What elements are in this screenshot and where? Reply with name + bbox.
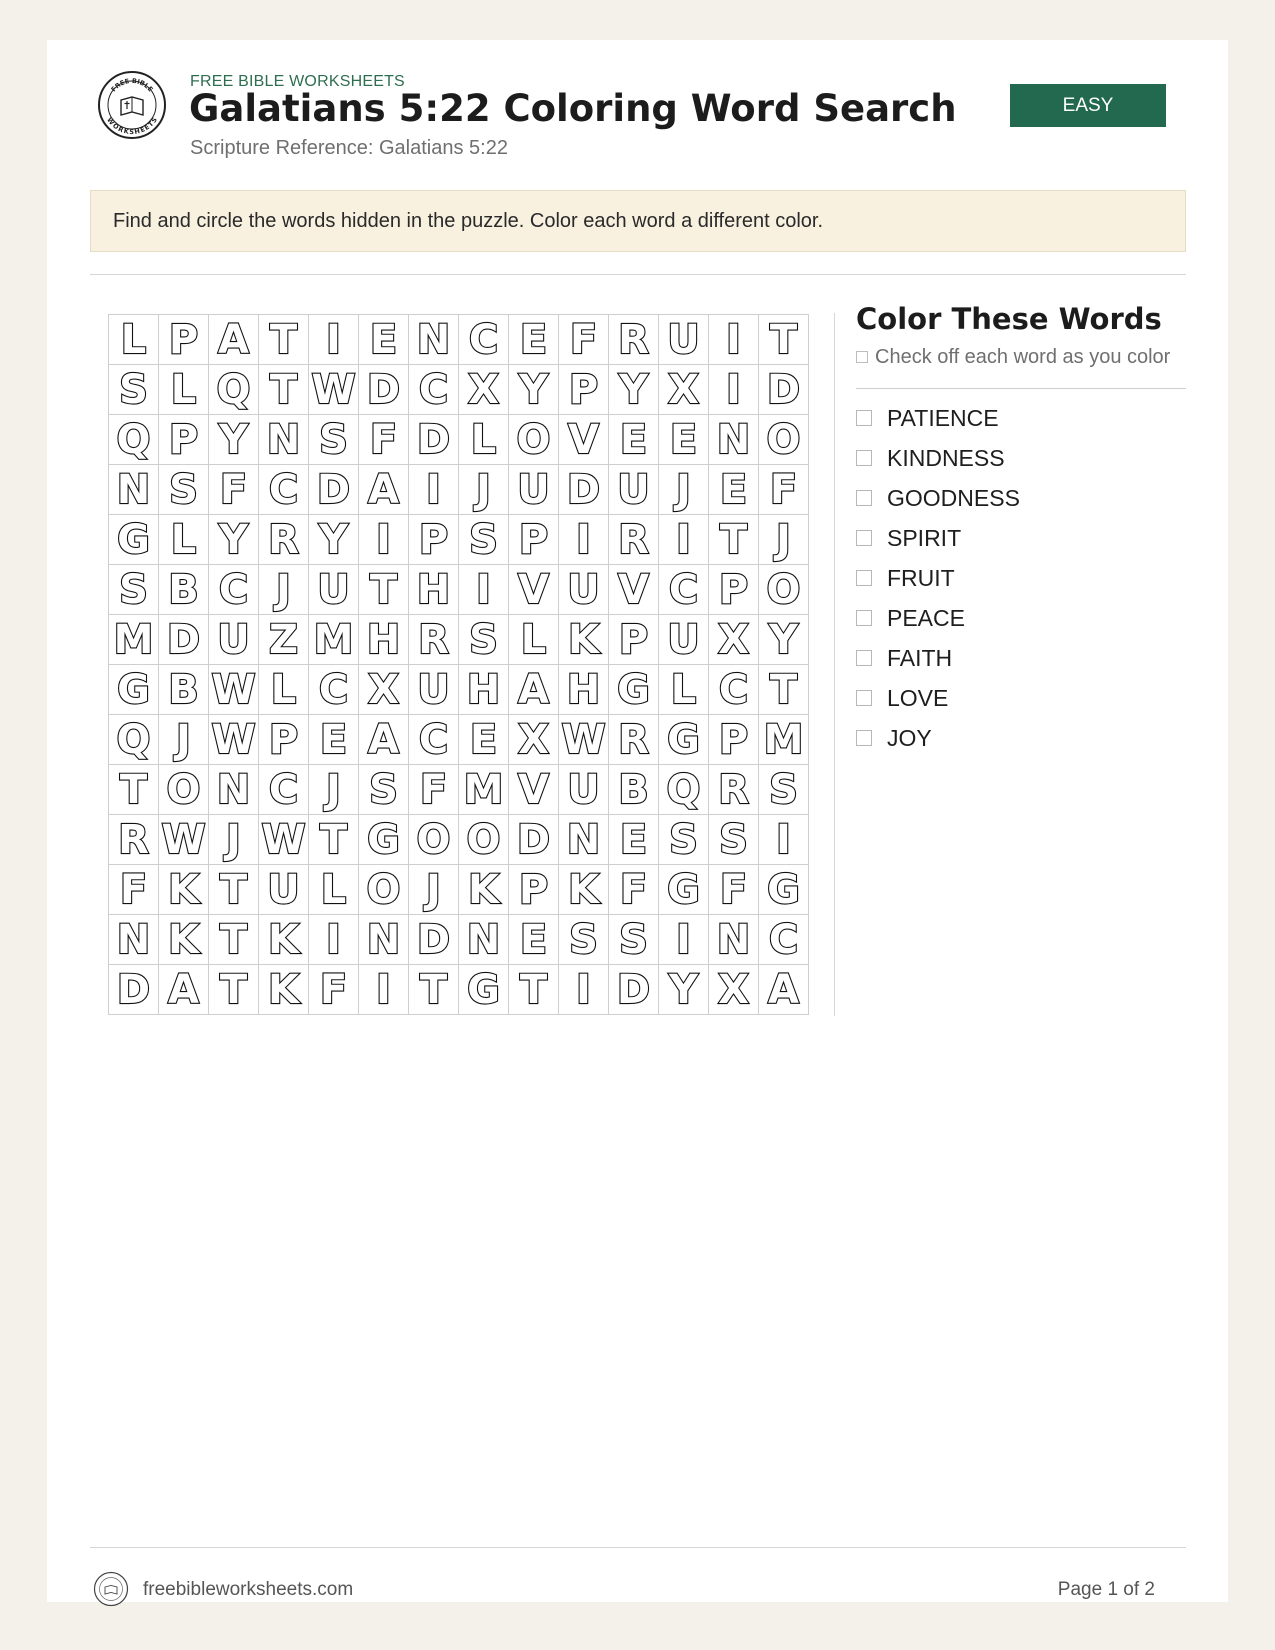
- grid-cell[interactable]: U: [309, 565, 359, 615]
- grid-cell[interactable]: Y: [509, 365, 559, 415]
- word-checkbox[interactable]: [856, 450, 872, 466]
- footer-url[interactable]: freebibleworksheets.com: [143, 1579, 354, 1600]
- grid-cell[interactable]: T: [509, 965, 559, 1015]
- word-item[interactable]: [856, 398, 1020, 438]
- grid-cell[interactable]: Y: [659, 965, 709, 1015]
- grid-row: [109, 965, 809, 1015]
- grid-cell[interactable]: K: [259, 915, 309, 965]
- grid-cell[interactable]: R: [609, 315, 659, 365]
- grid-cell[interactable]: O: [509, 415, 559, 465]
- grid-cell[interactable]: G: [659, 715, 709, 765]
- grid-cell[interactable]: T: [359, 565, 409, 615]
- word-checkbox[interactable]: [856, 690, 872, 706]
- grid-cell[interactable]: U: [209, 615, 259, 665]
- checkbox-icon: [856, 351, 868, 363]
- grid-cell[interactable]: N: [709, 415, 759, 465]
- grid-cell[interactable]: T: [209, 965, 259, 1015]
- grid-cell[interactable]: P: [709, 715, 759, 765]
- grid-cell[interactable]: G: [109, 515, 159, 565]
- difficulty-badge: EASY: [1010, 84, 1166, 127]
- word-label: PATIENCE: [887, 404, 999, 431]
- grid-cell[interactable]: F: [209, 465, 259, 515]
- grid-cell[interactable]: O: [759, 565, 809, 615]
- grid-cell[interactable]: N: [259, 415, 309, 465]
- grid-cell[interactable]: R: [259, 515, 309, 565]
- grid-cell[interactable]: O: [459, 815, 509, 865]
- grid-cell[interactable]: T: [259, 315, 309, 365]
- grid-cell[interactable]: H: [459, 665, 509, 715]
- grid-cell[interactable]: C: [309, 665, 359, 715]
- word-checkbox[interactable]: [856, 410, 872, 426]
- grid-cell[interactable]: M: [109, 615, 159, 665]
- word-list: [856, 398, 1020, 758]
- grid-cell[interactable]: S: [109, 565, 159, 615]
- grid-cell[interactable]: D: [159, 615, 209, 665]
- grid-cell[interactable]: T: [109, 765, 159, 815]
- grid-cell[interactable]: D: [309, 465, 359, 515]
- grid-cell[interactable]: U: [509, 465, 559, 515]
- grid-cell[interactable]: D: [109, 965, 159, 1015]
- grid-cell[interactable]: U: [559, 565, 609, 615]
- grid-cell[interactable]: V: [559, 415, 609, 465]
- page-title: Galatians 5:22 Coloring Word Search: [189, 87, 957, 130]
- grid-cell[interactable]: F: [309, 965, 359, 1015]
- grid-cell[interactable]: P: [509, 515, 559, 565]
- word-label: FAITH: [887, 644, 953, 671]
- grid-cell[interactable]: T: [409, 965, 459, 1015]
- word-item[interactable]: [856, 598, 1020, 638]
- word-item[interactable]: [856, 558, 1020, 598]
- grid-cell[interactable]: W: [259, 815, 309, 865]
- grid-cell[interactable]: U: [659, 315, 709, 365]
- grid-cell[interactable]: E: [309, 715, 359, 765]
- grid-cell[interactable]: S: [559, 915, 609, 965]
- grid-cell[interactable]: W: [159, 815, 209, 865]
- grid-cell[interactable]: I: [409, 465, 459, 515]
- grid-row: [109, 365, 809, 415]
- word-label: JOY: [887, 724, 932, 751]
- grid-cell[interactable]: U: [659, 615, 709, 665]
- grid-cell[interactable]: P: [509, 865, 559, 915]
- word-label: PEACE: [887, 604, 965, 631]
- grid-cell[interactable]: N: [459, 915, 509, 965]
- word-checkbox[interactable]: [856, 490, 872, 506]
- grid-cell[interactable]: P: [559, 365, 609, 415]
- word-list-subtitle: [856, 346, 1170, 369]
- grid-cell[interactable]: D: [409, 915, 459, 965]
- grid-cell[interactable]: U: [609, 465, 659, 515]
- grid-cell[interactable]: D: [359, 365, 409, 415]
- grid-cell[interactable]: S: [309, 415, 359, 465]
- grid-cell[interactable]: F: [559, 315, 609, 365]
- word-checkbox[interactable]: [856, 530, 872, 546]
- grid-row: [109, 515, 809, 565]
- word-checkbox[interactable]: [856, 570, 872, 586]
- grid-cell[interactable]: G: [659, 865, 709, 915]
- brand-name: FREE BIBLE WORKSHEETS: [190, 73, 405, 90]
- grid-cell[interactable]: T: [259, 365, 309, 415]
- grid-cell[interactable]: F: [409, 765, 459, 815]
- grid-cell[interactable]: K: [559, 865, 609, 915]
- grid-cell[interactable]: C: [409, 365, 459, 415]
- grid-cell[interactable]: R: [609, 515, 659, 565]
- grid-cell[interactable]: I: [559, 965, 609, 1015]
- grid-cell[interactable]: I: [709, 365, 759, 415]
- grid-cell[interactable]: P: [159, 315, 209, 365]
- worksheet-page: [47, 40, 1228, 1602]
- grid-cell[interactable]: E: [659, 415, 709, 465]
- grid-cell[interactable]: H: [359, 615, 409, 665]
- grid-cell[interactable]: J: [209, 815, 259, 865]
- grid-row: [109, 415, 809, 465]
- grid-cell[interactable]: X: [659, 365, 709, 415]
- word-item[interactable]: [856, 478, 1020, 518]
- grid-cell[interactable]: D: [409, 415, 459, 465]
- grid-cell[interactable]: H: [409, 565, 459, 615]
- grid-cell[interactable]: J: [159, 715, 209, 765]
- grid-cell[interactable]: F: [609, 865, 659, 915]
- grid-cell[interactable]: T: [209, 865, 259, 915]
- grid-row: [109, 815, 809, 865]
- grid-cell[interactable]: E: [509, 915, 559, 965]
- grid-cell[interactable]: L: [109, 315, 159, 365]
- grid-cell[interactable]: R: [609, 715, 659, 765]
- grid-cell[interactable]: R: [109, 815, 159, 865]
- grid-cell[interactable]: N: [209, 765, 259, 815]
- grid-cell[interactable]: B: [609, 765, 659, 815]
- footer-logo-icon: [93, 1571, 129, 1607]
- grid-cell[interactable]: A: [159, 965, 209, 1015]
- grid-cell[interactable]: N: [709, 915, 759, 965]
- grid-cell[interactable]: I: [709, 315, 759, 365]
- word-list-title: Color These Words: [856, 302, 1162, 336]
- grid-cell[interactable]: D: [609, 965, 659, 1015]
- grid-cell[interactable]: S: [459, 615, 509, 665]
- grid-cell[interactable]: C: [759, 915, 809, 965]
- grid-cell[interactable]: W: [559, 715, 609, 765]
- grid-cell[interactable]: E: [459, 715, 509, 765]
- instructions-box: Find and circle the words hidden in the puzzle. Color each word a different color.: [90, 190, 1186, 252]
- grid-row: [109, 915, 809, 965]
- grid-cell[interactable]: L: [159, 365, 209, 415]
- grid-cell[interactable]: S: [659, 815, 709, 865]
- grid-cell[interactable]: M: [459, 765, 509, 815]
- grid-cell[interactable]: E: [509, 315, 559, 365]
- grid-cell[interactable]: C: [259, 765, 309, 815]
- grid-cell[interactable]: L: [309, 865, 359, 915]
- grid-cell[interactable]: I: [659, 515, 709, 565]
- grid-cell[interactable]: S: [459, 515, 509, 565]
- grid-cell[interactable]: I: [659, 915, 709, 965]
- word-checkbox[interactable]: [856, 650, 872, 666]
- grid-cell[interactable]: K: [559, 615, 609, 665]
- grid-row: [109, 765, 809, 815]
- word-item[interactable]: [856, 518, 1020, 558]
- vertical-divider: [834, 313, 835, 1016]
- grid-cell[interactable]: E: [359, 315, 409, 365]
- grid-cell[interactable]: C: [709, 665, 759, 715]
- grid-cell[interactable]: W: [209, 715, 259, 765]
- grid-cell[interactable]: C: [459, 315, 509, 365]
- grid-cell[interactable]: O: [359, 865, 409, 915]
- grid-cell[interactable]: X: [709, 965, 759, 1015]
- grid-cell[interactable]: Q: [109, 715, 159, 765]
- grid-cell[interactable]: X: [459, 365, 509, 415]
- grid-cell[interactable]: F: [709, 865, 759, 915]
- grid-cell[interactable]: S: [609, 915, 659, 965]
- grid-cell[interactable]: F: [759, 465, 809, 515]
- grid-cell[interactable]: H: [559, 665, 609, 715]
- grid-cell[interactable]: Q: [109, 415, 159, 465]
- grid-cell[interactable]: R: [409, 615, 459, 665]
- grid-cell[interactable]: A: [759, 965, 809, 1015]
- grid-cell[interactable]: I: [309, 315, 359, 365]
- word-item[interactable]: [856, 678, 1020, 718]
- grid-cell[interactable]: O: [159, 765, 209, 815]
- grid-cell[interactable]: L: [509, 615, 559, 665]
- grid-cell[interactable]: K: [459, 865, 509, 915]
- grid-cell[interactable]: C: [659, 565, 709, 615]
- grid-cell[interactable]: A: [209, 315, 259, 365]
- grid-cell[interactable]: J: [659, 465, 709, 515]
- page-number: Page 1 of 2: [1057, 1579, 1155, 1600]
- grid-row: [109, 465, 809, 515]
- grid-cell[interactable]: Z: [259, 615, 309, 665]
- grid-cell[interactable]: C: [209, 565, 259, 615]
- grid-cell[interactable]: C: [409, 715, 459, 765]
- grid-cell[interactable]: B: [159, 565, 209, 615]
- grid-cell[interactable]: F: [359, 415, 409, 465]
- grid-cell[interactable]: I: [359, 515, 409, 565]
- grid-cell[interactable]: Y: [609, 365, 659, 415]
- grid-cell[interactable]: J: [459, 465, 509, 515]
- grid-cell[interactable]: P: [709, 565, 759, 615]
- grid-cell[interactable]: N: [559, 815, 609, 865]
- grid-cell[interactable]: O: [409, 815, 459, 865]
- grid-cell[interactable]: S: [709, 815, 759, 865]
- grid-cell[interactable]: O: [759, 415, 809, 465]
- grid-cell[interactable]: Q: [659, 765, 709, 815]
- divider: [90, 274, 1186, 275]
- grid-cell[interactable]: A: [509, 665, 559, 715]
- grid-cell[interactable]: I: [559, 515, 609, 565]
- word-item[interactable]: [856, 438, 1020, 478]
- grid-cell[interactable]: X: [359, 665, 409, 715]
- grid-cell[interactable]: E: [609, 815, 659, 865]
- grid-cell[interactable]: D: [509, 815, 559, 865]
- grid-cell[interactable]: T: [709, 515, 759, 565]
- grid-cell[interactable]: I: [459, 565, 509, 615]
- grid-cell[interactable]: P: [259, 715, 309, 765]
- word-label: GOODNESS: [887, 484, 1020, 511]
- scripture-reference: Scripture Reference: Galatians 5:22: [190, 137, 508, 159]
- word-search-grid: [108, 314, 809, 1015]
- logo-text-top: FREE BIBLE: [109, 76, 155, 94]
- grid-cell[interactable]: F: [109, 865, 159, 915]
- grid-cell[interactable]: G: [459, 965, 509, 1015]
- logo-text-bottom: WORKSHEETS: [105, 116, 159, 137]
- word-label: FRUIT: [887, 564, 955, 591]
- grid-cell[interactable]: C: [259, 465, 309, 515]
- grid-row: [109, 665, 809, 715]
- word-label: LOVE: [887, 684, 949, 711]
- grid-cell[interactable]: V: [509, 565, 559, 615]
- grid-cell[interactable]: K: [159, 865, 209, 915]
- grid-row: [109, 865, 809, 915]
- grid-row: [109, 565, 809, 615]
- grid-cell[interactable]: W: [309, 365, 359, 415]
- grid-cell[interactable]: U: [409, 665, 459, 715]
- grid-cell[interactable]: J: [759, 515, 809, 565]
- word-label: KINDNESS: [887, 444, 1005, 471]
- grid-cell[interactable]: P: [609, 615, 659, 665]
- grid-cell[interactable]: N: [109, 465, 159, 515]
- grid-cell[interactable]: D: [559, 465, 609, 515]
- grid-cell[interactable]: V: [509, 765, 559, 815]
- grid-cell[interactable]: J: [259, 565, 309, 615]
- grid-cell[interactable]: A: [359, 465, 409, 515]
- word-checkbox[interactable]: [856, 730, 872, 746]
- grid-cell[interactable]: N: [359, 915, 409, 965]
- grid-cell[interactable]: G: [359, 815, 409, 865]
- grid-cell[interactable]: B: [159, 665, 209, 715]
- grid-cell[interactable]: Q: [209, 365, 259, 415]
- grid-row: [109, 615, 809, 665]
- grid-cell[interactable]: U: [559, 765, 609, 815]
- grid-row: [109, 715, 809, 765]
- grid-row: [109, 315, 809, 365]
- grid-cell[interactable]: A: [359, 715, 409, 765]
- grid-cell[interactable]: P: [159, 415, 209, 465]
- grid-cell[interactable]: J: [409, 865, 459, 915]
- grid-cell[interactable]: T: [759, 315, 809, 365]
- grid-cell[interactable]: G: [609, 665, 659, 715]
- grid-cell[interactable]: N: [109, 915, 159, 965]
- grid-cell[interactable]: S: [159, 465, 209, 515]
- grid-cell[interactable]: S: [109, 365, 159, 415]
- grid-cell[interactable]: K: [159, 915, 209, 965]
- grid-cell[interactable]: W: [209, 665, 259, 715]
- grid-cell[interactable]: I: [309, 915, 359, 965]
- grid-cell[interactable]: T: [759, 665, 809, 715]
- grid-cell[interactable]: U: [259, 865, 309, 915]
- grid-cell[interactable]: S: [359, 765, 409, 815]
- grid-cell[interactable]: I: [759, 815, 809, 865]
- grid-cell[interactable]: M: [309, 615, 359, 665]
- grid-cell[interactable]: J: [309, 765, 359, 815]
- grid-cell[interactable]: T: [209, 915, 259, 965]
- word-list-subtitle-text: Check off each word as you color: [875, 346, 1171, 368]
- grid-cell[interactable]: X: [509, 715, 559, 765]
- word-item[interactable]: [856, 718, 1020, 758]
- grid-cell[interactable]: G: [109, 665, 159, 715]
- grid-cell[interactable]: L: [159, 515, 209, 565]
- grid-cell[interactable]: R: [709, 765, 759, 815]
- divider: [856, 388, 1186, 389]
- grid-cell[interactable]: P: [409, 515, 459, 565]
- grid-cell[interactable]: Y: [309, 515, 359, 565]
- grid-cell[interactable]: X: [709, 615, 759, 665]
- word-item[interactable]: [856, 638, 1020, 678]
- grid-cell[interactable]: L: [259, 665, 309, 715]
- word-label: SPIRIT: [887, 524, 962, 551]
- grid-cell[interactable]: M: [759, 715, 809, 765]
- grid-cell[interactable]: K: [259, 965, 309, 1015]
- grid-cell[interactable]: Y: [759, 615, 809, 665]
- grid-cell[interactable]: T: [309, 815, 359, 865]
- grid-cell[interactable]: N: [409, 315, 459, 365]
- grid-cell[interactable]: Y: [209, 415, 259, 465]
- grid-cell[interactable]: L: [459, 415, 509, 465]
- grid-cell[interactable]: E: [709, 465, 759, 515]
- logo-seal-icon: [97, 70, 167, 140]
- grid-cell[interactable]: L: [659, 665, 709, 715]
- footer-divider: [90, 1547, 1186, 1548]
- grid-cell[interactable]: Y: [209, 515, 259, 565]
- grid-cell[interactable]: V: [609, 565, 659, 615]
- grid-cell[interactable]: G: [759, 865, 809, 915]
- grid-cell[interactable]: S: [759, 765, 809, 815]
- grid-cell[interactable]: D: [759, 365, 809, 415]
- grid-cell[interactable]: I: [359, 965, 409, 1015]
- grid-cell[interactable]: E: [609, 415, 659, 465]
- word-checkbox[interactable]: [856, 610, 872, 626]
